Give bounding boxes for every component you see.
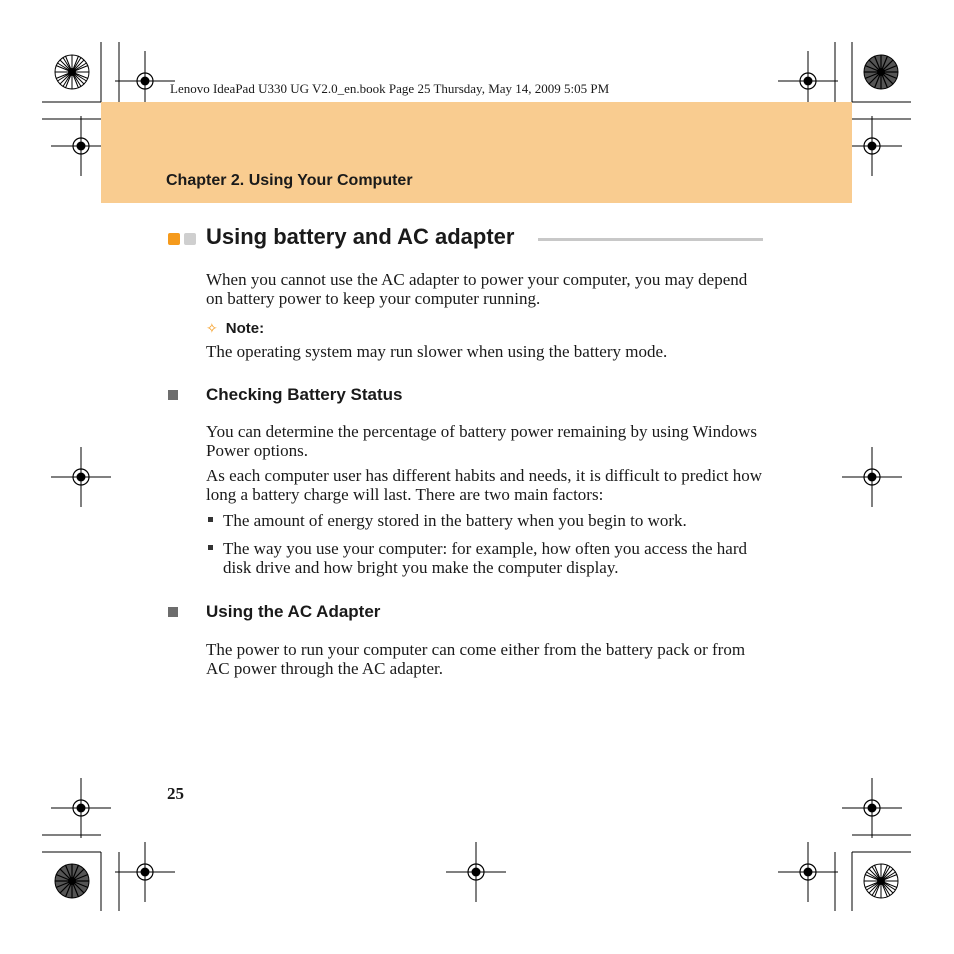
section-bullet-icon xyxy=(168,607,178,617)
section-bullet-icon xyxy=(168,390,178,400)
title-rule xyxy=(538,238,763,241)
list-item: The way you use your computer: for example, how often you access the hard disk drive and how bright you make the computer display. xyxy=(223,539,747,577)
chapter-title: Chapter 2. Using Your Computer xyxy=(166,172,413,189)
list-item: The amount of energy stored in the battery when you begin to work. xyxy=(223,511,687,530)
intro-paragraph: When you cannot use the AC adapter to power your computer, you may depend on battery power to keep your computer running. xyxy=(206,270,748,308)
section-title-block xyxy=(168,224,762,254)
note-label: Note: xyxy=(225,320,265,337)
book-file-info: Lenovo IdeaPad U330 UG V2.0_en.book Page 25 Thursday, May 14, 2009 5:05 PM xyxy=(170,81,610,96)
ac-adapter-paragraph: The power to run your computer can come either from the battery pack or from AC power through the AC adapter. xyxy=(206,640,746,678)
battery-status-para-1: You can determine the percentage of battery power remaining by using Windows Power options. xyxy=(206,422,758,460)
ac-adapter-heading: Using the AC Adapter xyxy=(206,602,381,621)
battery-status-heading: Checking Battery Status xyxy=(206,385,403,404)
list-bullet-icon xyxy=(208,517,213,522)
note-heading xyxy=(206,320,264,337)
orange-square-icon xyxy=(168,233,180,245)
note-text: The operating system may run slower when using the battery mode. xyxy=(206,342,668,361)
section-title: Using battery and AC adapter xyxy=(206,224,515,249)
battery-status-para-2: As each computer user has different habits and needs, it is difficult to predict how long a battery charge will last. There are two main factors: xyxy=(206,466,762,504)
page-number: 25 xyxy=(167,784,184,803)
gray-square-icon xyxy=(184,233,196,245)
list-bullet-icon xyxy=(208,545,213,550)
diamond-star-icon: ✧ xyxy=(206,320,218,336)
